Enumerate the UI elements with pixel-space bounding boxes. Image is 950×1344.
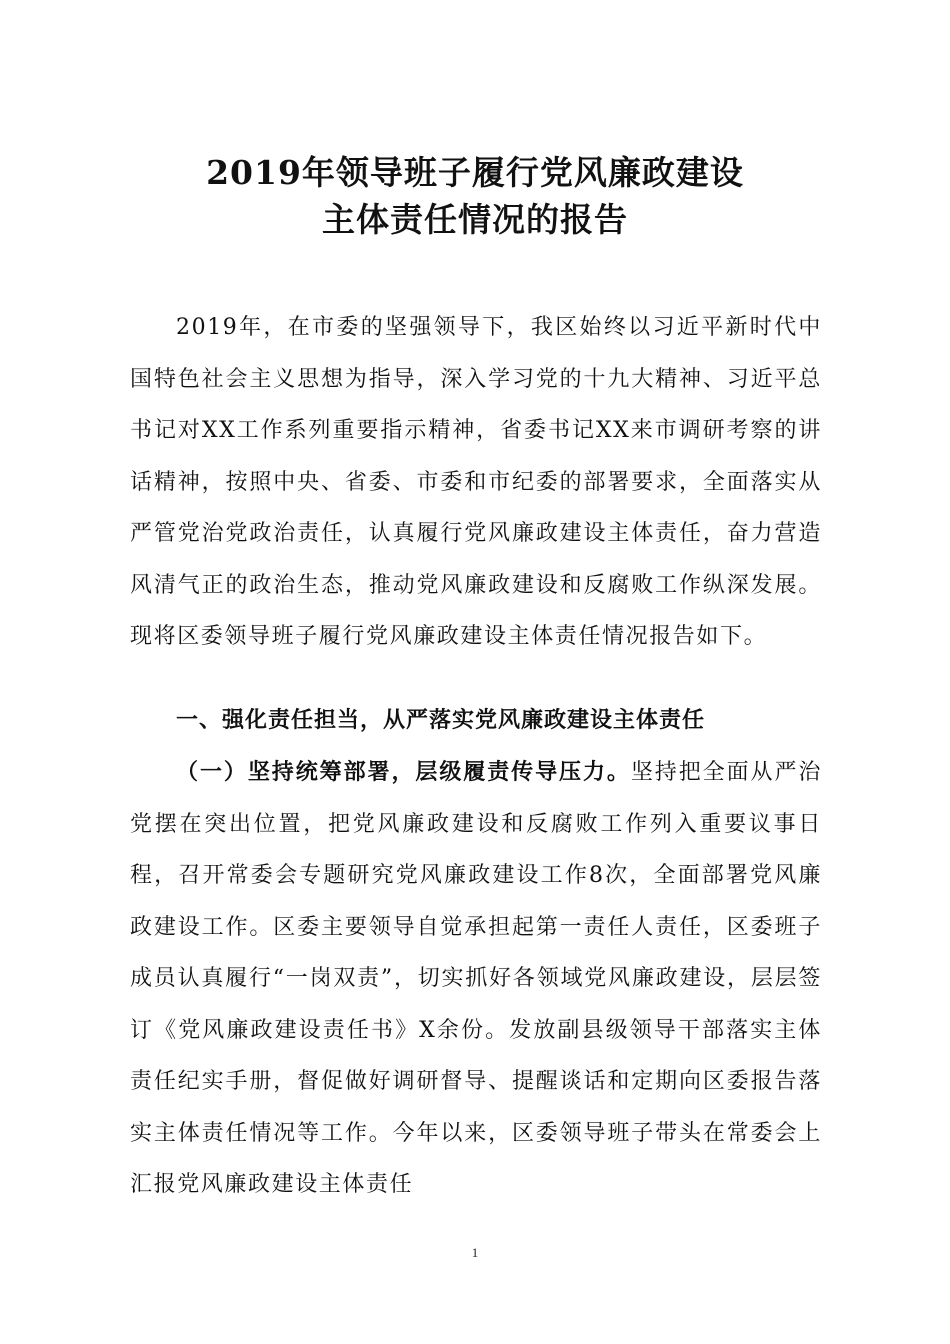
section-1-heading: 一、强化责任担当，从严落实党风廉政建设主体责任 <box>176 708 706 733</box>
section-1-paragraph <box>130 747 822 1211</box>
intro-paragraph: 2019年，在市委的坚强领导下，我区始终以习近平新时代中国特色社会主义思想为指导，深入学习党的十九大精神、习近平总书记对XX工作系列重要指示精神，省委书记XX来市调研考察的讲话精神，按照中央、省委、市委和市纪委的部署要求，全面落实从严管党治党政治责任，认真履行党风廉政建设主体责任，奋力营造风清气正的政治生态，推动党风廉政建设和反腐败工作纵深发展。现将区委领导班子履行党风廉政建设主体责任情况报告如下。 <box>130 315 822 649</box>
page-number: 1 <box>471 1245 479 1260</box>
section-1-body-text: 坚持把全面从严治党摆在突出位置，把党风廉政建设和反腐败工作列入重要议事日程，召开常委会专题研究党风廉政建设工作8次，全面部署党风廉政建设工作。区委主要领导自觉承担起第一责任人责任，区委班子成员认真履行“一岗双责”，切实抓好各领域党风廉政建设，层层签订《党风廉政建设责任书》X余份。发放副县级领导干部落实主体责任纪实手册，督促做好调研督导、提醒谈话和定期向区委报告落实主体责任情况等工作。今年以来，区委领导班子带头在常委会上汇报党风廉政建设主体责任 <box>130 760 822 1197</box>
document-title-line-2: 主体责任情况的报告 <box>322 200 628 239</box>
section-1-sub-heading: （一）坚持统筹部署，层级履责传导压力。 <box>176 759 631 785</box>
document-title-line-1: 2019年领导班子履行党风廉政建设 <box>206 153 744 192</box>
